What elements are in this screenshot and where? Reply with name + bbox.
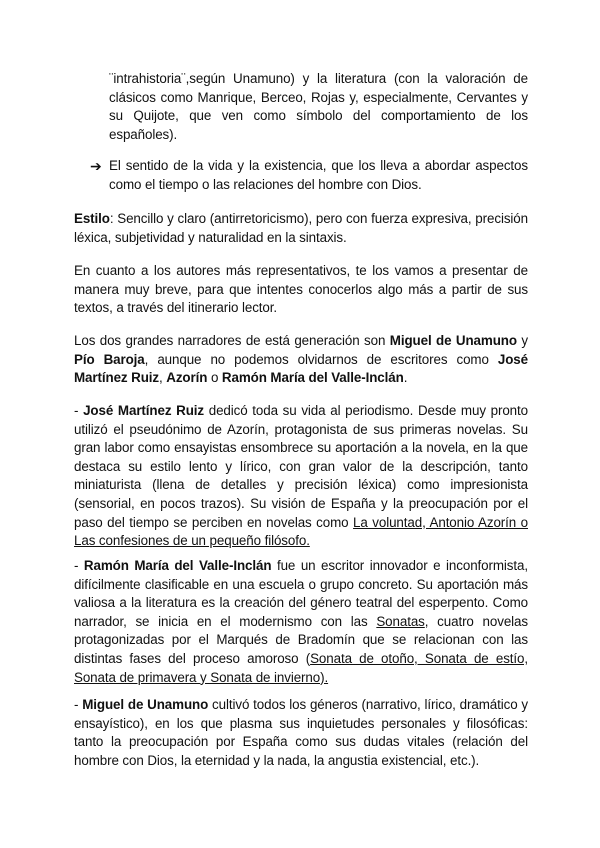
arrow-bullet-icon: ➔ bbox=[90, 158, 102, 174]
narradores-text-6: . bbox=[403, 370, 408, 386]
estilo-label: Estilo bbox=[74, 211, 110, 226]
estilo-paragraph bbox=[74, 210, 528, 247]
azorin-works: La voluntad, Antonio Azorín o Las confesiones de un pequeño filósofo. bbox=[74, 514, 528, 549]
azorin-paragraph bbox=[74, 402, 528, 551]
valle-inclan-paragraph bbox=[74, 557, 528, 687]
azorin-dash: - bbox=[74, 403, 84, 418]
unamuno-dash: - bbox=[74, 697, 83, 712]
valle-dash: - bbox=[74, 558, 84, 573]
continued-paragraph bbox=[109, 70, 528, 144]
bullet-item bbox=[109, 157, 528, 194]
narradores-text-4: , bbox=[159, 370, 167, 386]
autores-intro-paragraph bbox=[74, 262, 528, 318]
valle-works: Sonata de otoño, Sonata de estío, Sonata de primavera y Sonata de invierno). bbox=[74, 650, 528, 685]
author-name-azorin: Azorín bbox=[166, 370, 208, 386]
azorin-text: dedicó toda su vida al periodismo. Desde muy pronto utilizó el pseudónimo de Azorín, protagonista de sus primeras novelas. Su gran labor como ensayistas ensombrece su aportación a la novela, en la que destaca su estilo lento y lírico, con gran valor de la descripción, tanto miniaturista (llena de detalles y precisión léxica) como impresionista (sensorial, en pocos trazos). Su visión de España y la preocupación por el paso del tiempo se perciben en novelas como bbox=[74, 403, 528, 530]
valle-name: Ramón María del Valle-Inclán bbox=[83, 558, 272, 573]
valle-text-2: , cuatro novelas protagonizadas por el Marqués de Bradomín que se relacionan con las distintas fases del proceso amoroso ( bbox=[74, 613, 528, 666]
narradores-paragraph bbox=[74, 332, 528, 388]
unamuno-paragraph bbox=[74, 696, 528, 770]
bullet-item-text: El sentido de la vida y la existencia, que los lleva a abordar aspectos como el tiempo o las relaciones del hombre con Dios. bbox=[109, 158, 528, 192]
author-name-baroja: Pío Baroja bbox=[74, 351, 145, 367]
continued-paragraph-text: ¨intrahistoria¨,según Unamuno) y la literatura (con la valoración de clásicos como Manrique, Berceo, Rojas y, especialmente, Cervantes y su Quijote, que ven como símbolo del comportamiento de los españoles). bbox=[109, 71, 528, 142]
narradores-text-2: y bbox=[516, 333, 528, 348]
azorin-name: José Martínez Ruiz bbox=[83, 403, 205, 418]
author-name-valle-inclan: Ramón María del Valle-Inclán bbox=[221, 370, 404, 386]
valle-text-1: fue un escritor innovador e inconformista, difícilmente clasificable en una escuela o grupo concreto. Su aportación más valiosa a la literatura es la creación del género teatral del esperpento. Como narrador, se inicia en el modernismo con las bbox=[74, 558, 528, 629]
valle-sonatas: Sonatas bbox=[376, 613, 425, 629]
unamuno-text: cultivó todos los géneros (narrativo, lírico, dramático y ensayístico), en los que plasma sus inquietudes personales y filosóficas: tanto la preocupación por España como sus dudas vitales (relación del hombre con Dios, la eternidad y la nada, la angustia existencial, etc.). bbox=[74, 697, 528, 768]
autores-intro-text: En cuanto a los autores más representativos, te los vamos a presentar de manera muy breve, para que intentes conocerlos algo más a partir de sus textos, a través del itinerario lector. bbox=[74, 263, 528, 316]
narradores-text-3: , aunque no podemos olvidarnos de escritores como bbox=[144, 351, 498, 367]
unamuno-name: Miguel de Unamuno bbox=[82, 697, 209, 712]
narradores-text-5: o bbox=[207, 370, 222, 386]
author-name-martinez-ruiz: José Martínez Ruiz bbox=[74, 351, 528, 386]
estilo-text: : Sencillo y claro (antirretoricismo), pero con fuerza expresiva, precisión léxica, subjetividad y naturalidad en la sintaxis. bbox=[74, 211, 528, 245]
author-name-unamuno: Miguel de Unamuno bbox=[389, 333, 517, 348]
narradores-text-1: Los dos grandes narradores de está generación son bbox=[74, 333, 390, 348]
